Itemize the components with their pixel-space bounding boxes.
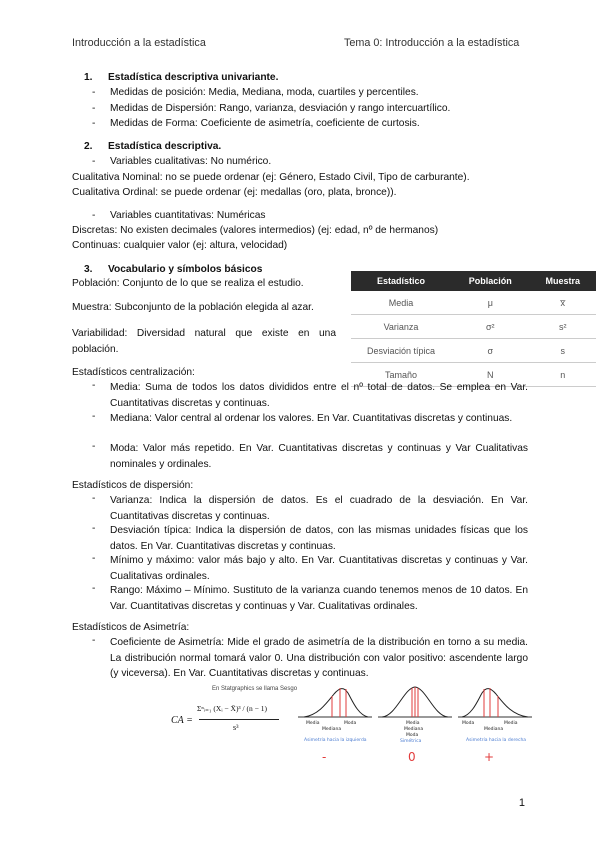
header-right: Tema 0: Introducción a la estadística — [344, 37, 520, 49]
list-item: - Rango: Máximo – Mínimo. Sustituto de la varianza cuando tenemos menos de 10 datos. En Var. Cuantitativas discretas y continuas y Var. Cualitativas ordinales. — [92, 583, 528, 612]
list-item: - Medidas de Forma: Coeficiente de asimetría, coeficiente de curtosis. — [92, 118, 420, 129]
centralizacion-title: Estadísticos centralización: — [72, 367, 195, 378]
header-left: Introducción a la estadística — [72, 37, 206, 49]
figure-caption: En Statgraphics se llama Sesgo — [212, 686, 298, 692]
list-item: - Medidas de Dispersión: Rango, varianza, desviación y rango intercuartílico. — [92, 103, 451, 114]
table-row: Desviación típica σ s — [351, 339, 596, 363]
poblacion-text: Población: Conjunto de lo que se realiza el estudio. — [72, 278, 304, 289]
curve-label: Media — [406, 721, 420, 726]
list-item: - Variables cualitativas: No numérico. — [92, 156, 272, 167]
table-row: Tamaño N n — [351, 363, 596, 387]
list-item: - Moda: Valor más repetido. En Var. Cuantitativas discretas y continuas y Var Cualitativas nominales y ordinales. — [92, 441, 528, 470]
discretas-text: Discretas: No existen decimales (valores intermedios) (ej: edad, nº de hermanos) — [72, 225, 439, 236]
skewness-curves — [296, 684, 532, 764]
variabilidad-text: Variabilidad: Diversidad natural que existe en una población. — [72, 328, 336, 355]
list-item: - Mínimo y máximo: valor más bajo y alto. En Var. Cuantitativas discretas y continuas y Var. Cualitativas ordinales. — [92, 553, 528, 582]
formula-lhs: CA = — [171, 715, 193, 726]
section-1-heading — [84, 72, 278, 83]
asimetria-title: Estadísticos de Asimetría: — [72, 622, 190, 633]
table-header-row — [351, 271, 596, 291]
table-header-cell: Estadístico — [351, 271, 451, 291]
list-item: - Media: Suma de todos los datos divididos entre el nº total de datos. Se emplea en Var. Cuantitativas discretas y continuas. — [92, 380, 528, 409]
skew-sign: 0 — [408, 750, 416, 764]
skewness-formula — [171, 699, 281, 744]
table-row: Varianza σ² s² — [351, 315, 596, 339]
curve-desc: Asimetría hacia la derecha — [466, 738, 527, 743]
fraction-bar — [199, 719, 279, 720]
curve-symmetric — [378, 687, 452, 764]
curve-label: Moda — [406, 733, 419, 738]
section-3-heading: 3. Vocabulario y símbolos básicos — [84, 264, 263, 275]
section-1-number: 1. — [84, 72, 93, 83]
list-item: - Variables cuantitativas: Numéricas — [92, 210, 266, 221]
curve-label: Mediana — [484, 727, 504, 732]
dispersion-title: Estadísticos de dispersión: — [72, 480, 194, 491]
curve-right-skew — [458, 688, 532, 764]
section-2-heading: 2. Estadística descriptiva. — [84, 141, 222, 152]
list-item: - Desviación típica: Indica la dispersión de datos, con las mismas unidades físicas que los datos. En Var. Cuantitativas discretas y continuas. — [92, 523, 528, 552]
list-item: - Varianza: Indica la dispersión de datos. Es el cuadrado de la desviación. En Var. Cuantitativas discretas y continuas. — [92, 493, 528, 522]
table-row: Media μ x̅ — [351, 291, 596, 315]
page-number: 1 — [518, 797, 525, 809]
muestra-text: Muestra: Subconjunto de la población elegida al azar. — [72, 302, 314, 313]
curve-left-skew — [298, 688, 372, 764]
table-header-cell: Población — [451, 271, 530, 291]
table-header-cell: Muestra — [530, 271, 596, 291]
skew-sign: + — [484, 750, 495, 764]
list-item: - Coeficiente de Asimetría: Mide el grado de asimetría de la distribución en torno a su media. La distribución normal tomará valor 0. Una distribución con valor positivo: ascendente largo (y viceversa). En Var. Cuantitativas discretas y continuas. — [92, 635, 528, 679]
continuas-text: Continuas: cualquier valor (ej: altura, velocidad) — [72, 240, 288, 251]
section-1-title: Estadística descriptiva univariante. — [108, 72, 279, 83]
curve-label: Media — [504, 721, 518, 726]
curve-label: Moda — [344, 721, 357, 726]
qual-nominal-text: Cualitativa Nominal: no se puede ordenar (ej: Género, Estado Civil, Tipo de carburante). — [72, 172, 470, 183]
list-item: - Mediana: Valor central al ordenar los valores. En Var. Cuantitativas discretas y continuas. — [92, 411, 513, 424]
curve-label: Moda — [462, 721, 475, 726]
curve-label: Media — [306, 721, 320, 726]
curve-desc: Simétrica — [400, 739, 422, 744]
qual-ordinal-text: Cualitativa Ordinal: se puede ordenar (ej: medallas (oro, plata, bronce)). — [72, 187, 397, 198]
curve-label: Mediana — [322, 727, 342, 732]
curve-desc: Asimetría hacia la izquierda — [304, 738, 367, 743]
list-item: - Medidas de posición: Media, Mediana, moda, cuartiles y percentiles. — [92, 87, 419, 98]
symbol-table — [351, 271, 596, 387]
skew-sign: - — [322, 750, 327, 764]
curve-label: Mediana — [404, 727, 424, 732]
formula-numerator: Σⁿᵢ₌₁ (Xᵢ − X̄)³ / (n − 1) — [197, 704, 267, 713]
formula-denominator: s³ — [233, 723, 239, 732]
